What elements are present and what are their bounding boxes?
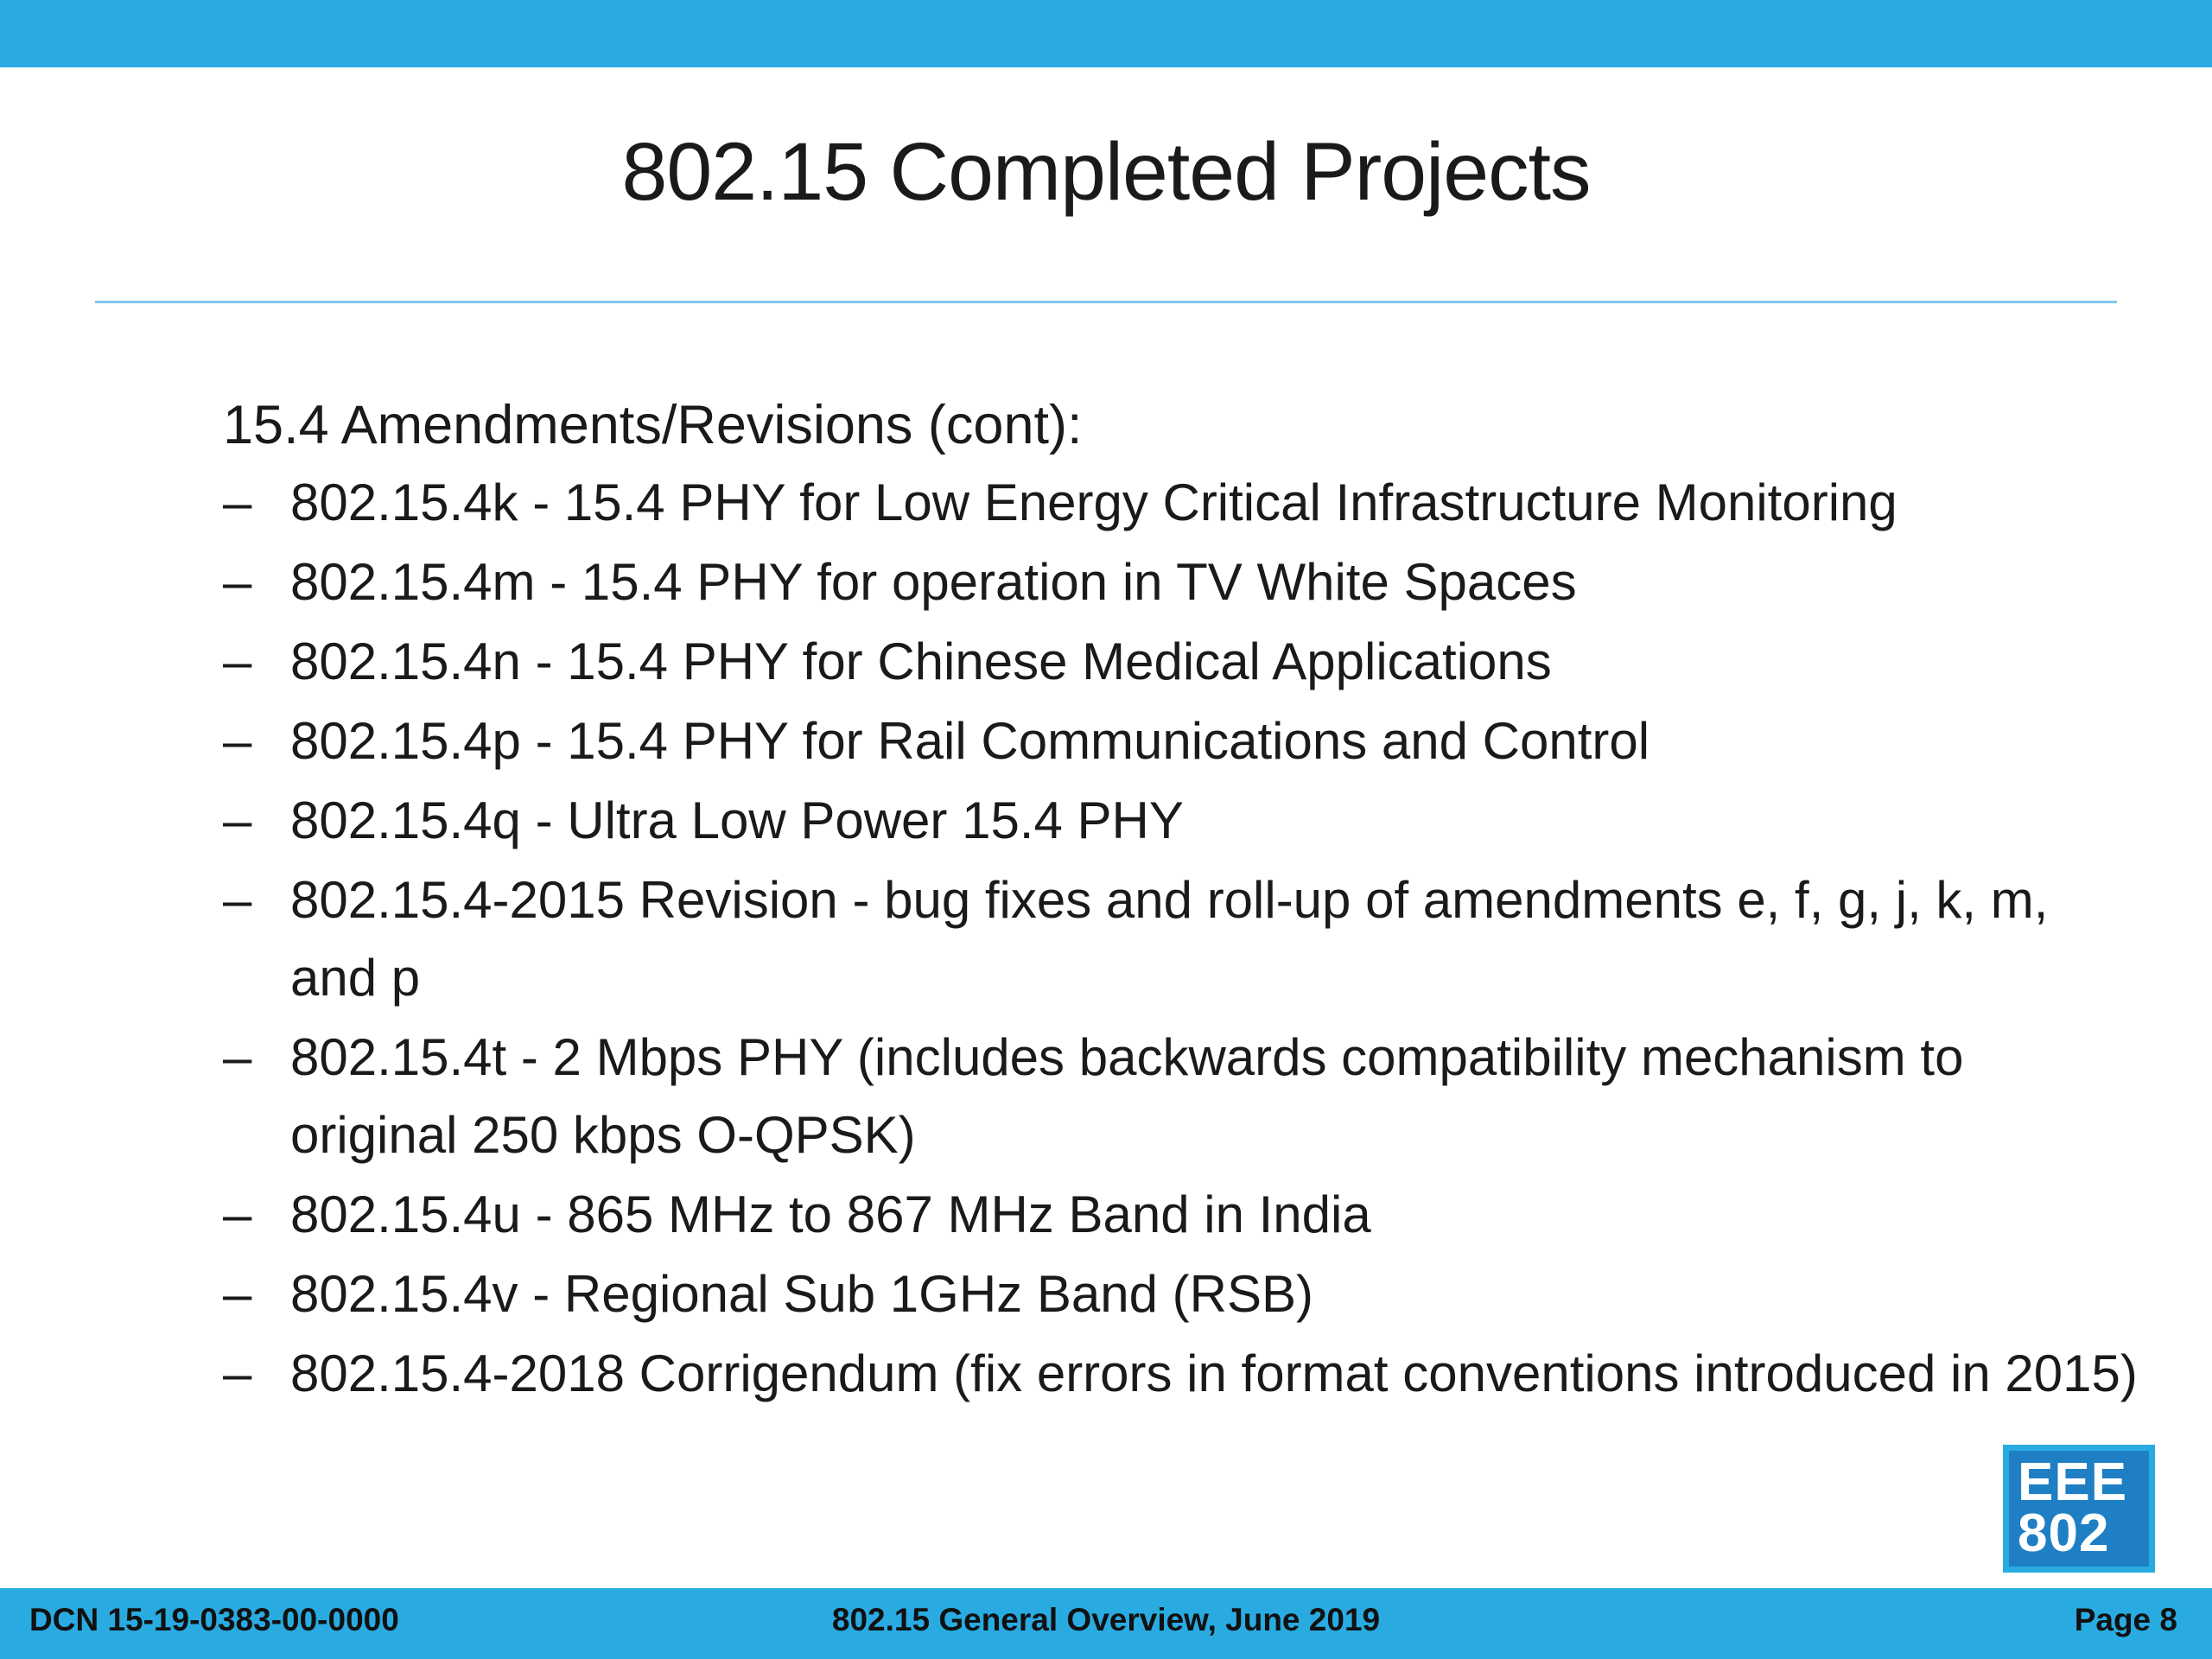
slide-footer	[0, 1588, 2212, 1659]
list-item-label: 802.15.4n - 15.4 PHY for Chinese Medical Applications	[290, 632, 1552, 691]
list-item	[223, 861, 2141, 1017]
list-item	[223, 1176, 2141, 1254]
list-item	[223, 543, 2141, 621]
dash-marker-icon: –	[223, 871, 252, 930]
dash-marker-icon: –	[223, 791, 252, 850]
list-item-label: 802.15.4-2015 Revision - bug fixes and roll-up of amendments e, f, g, j, k, m, and p	[290, 871, 2049, 1007]
dash-marker-icon: –	[223, 712, 252, 771]
page-title: 802.15 Completed Projects	[621, 126, 1591, 218]
dash-marker-icon: –	[223, 1028, 252, 1087]
footer-dcn: DCN 15-19-0383-00-0000	[29, 1602, 399, 1637]
list-item	[223, 1335, 2141, 1413]
list-item	[223, 702, 2141, 780]
list-item-label: 802.15.4v - Regional Sub 1GHz Band (RSB)	[290, 1265, 1313, 1324]
list-item	[223, 464, 2141, 542]
footer-title: 802.15 General Overview, June 2019	[831, 1602, 1381, 1637]
list-item-label: 802.15.4p - 15.4 PHY for Rail Communications and Control	[290, 712, 1650, 771]
dash-marker-icon: –	[223, 553, 252, 612]
list-item-label: 802.15.4k - 15.4 PHY for Low Energy Critical Infrastructure Monitoring	[290, 474, 1897, 532]
list-item-label: 802.15.4t - 2 Mbps PHY (includes backwards compatibility mechanism to original 250 kbps O-QPSK)	[290, 1028, 1964, 1165]
dash-marker-icon: –	[223, 632, 252, 691]
list-item-label: 802.15.4q - Ultra Low Power 15.4 PHY	[290, 791, 1184, 850]
body-lead-text: 15.4 Amendments/Revisions (cont):	[223, 395, 1083, 455]
list-item	[223, 1019, 2141, 1174]
ieee-802-logo	[2003, 1445, 2155, 1573]
slide-body	[223, 393, 2141, 1414]
list-item-label: 802.15.4u - 865 MHz to 867 MHz Band in India	[290, 1185, 1371, 1244]
footer-page-number: Page 8	[2074, 1602, 2177, 1637]
dash-marker-icon: –	[223, 1185, 252, 1244]
list-item	[223, 1255, 2141, 1333]
logo-line-2: 802	[2018, 1503, 2110, 1563]
top-accent-bar	[0, 0, 2212, 67]
title-divider	[95, 301, 2117, 303]
dash-marker-icon: –	[223, 1344, 252, 1403]
list-item	[223, 782, 2141, 860]
list-item-label: 802.15.4-2018 Corrigendum (fix errors in format conventions introduced in 2015)	[290, 1344, 2138, 1403]
list-item	[223, 623, 2141, 701]
list-item-label: 802.15.4m - 15.4 PHY for operation in TV White Spaces	[290, 553, 1577, 612]
bullet-list	[223, 464, 2141, 1413]
dash-marker-icon: –	[223, 1265, 252, 1324]
logo-line-1: EEE	[2018, 1452, 2128, 1512]
dash-marker-icon: –	[223, 474, 252, 532]
